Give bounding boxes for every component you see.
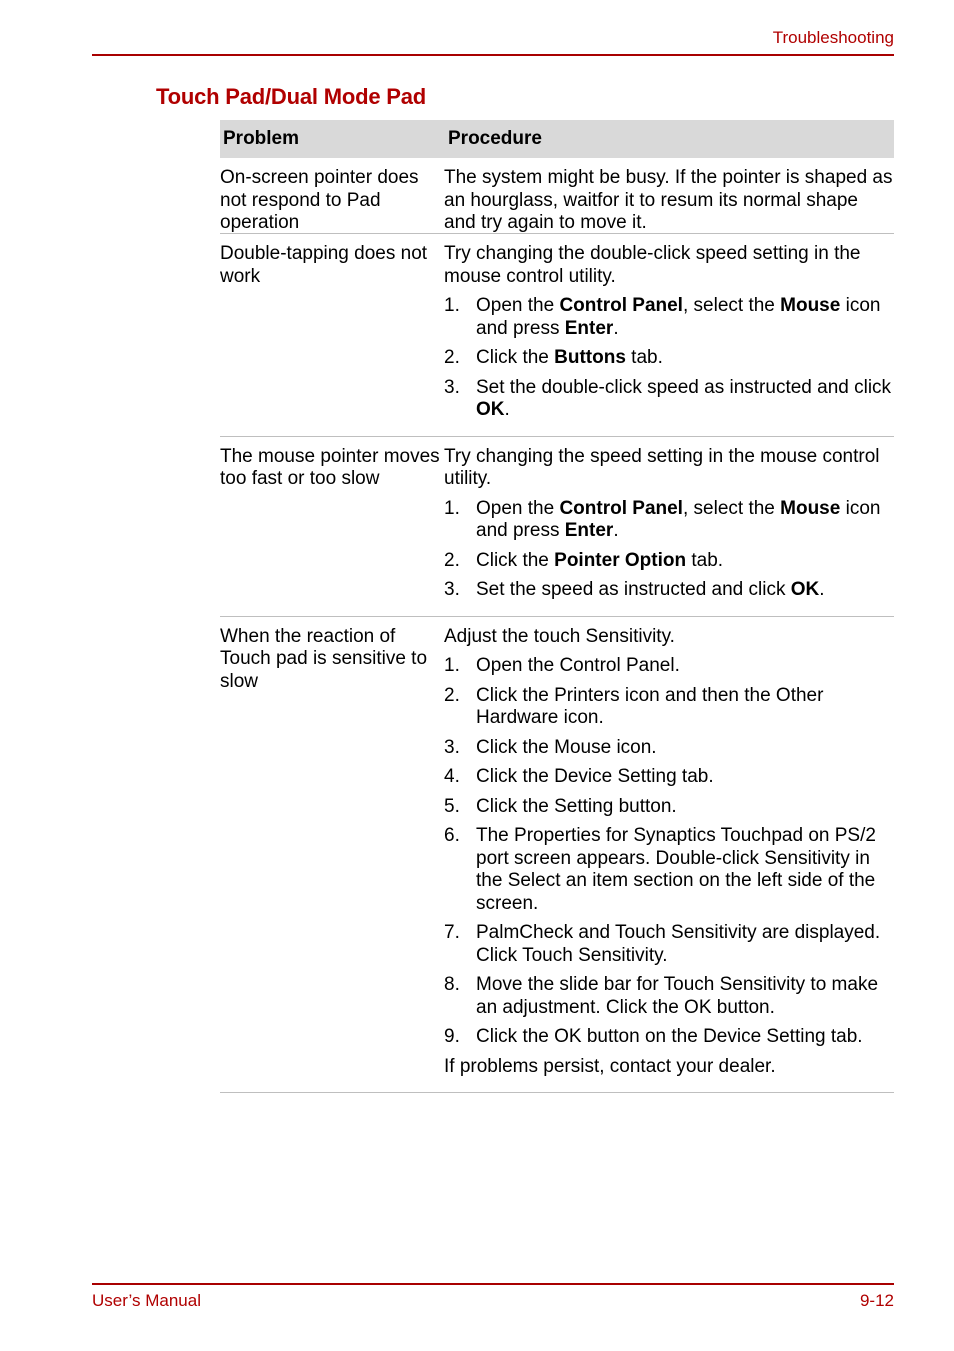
problem-cell: When the reaction of Touch pad is sensitive to slow — [220, 625, 428, 692]
running-header: Troubleshooting — [772, 28, 894, 47]
list-item: 2. Click the Pointer Option tab. — [444, 549, 724, 571]
procedure-text: Try changing the speed setting in the mouse control utility. — [444, 445, 880, 489]
procedure-cell — [444, 234, 894, 436]
procedure-text: Adjust the touch Sensitivity. — [444, 625, 675, 647]
procedure-cell — [444, 437, 894, 616]
problem-cell: Double-tapping does not work — [220, 243, 428, 287]
list-item: 2. Click the Printers icon and then the Other Hardware icon. — [444, 684, 824, 728]
list-item: 1. Open the Control Panel, select the Mouse icon and press Enter. — [444, 497, 881, 541]
header-rule — [92, 54, 894, 56]
table-row — [220, 158, 894, 234]
list-item: 2. Click the Buttons tab. — [444, 347, 663, 368]
procedure-note: If problems persist, contact your dealer. — [444, 1055, 776, 1077]
footer-manual-label: User’s Manual — [92, 1291, 201, 1310]
troubleshooting-table — [220, 120, 894, 1093]
list-item: 6. The Properties for Synaptics Touchpad on PS/2 port screen appears. Double-click Sensitivity in the Select an item section on the left side of the screen. — [444, 825, 876, 914]
list-item: 3. Set the speed as instructed and click OK. — [444, 579, 825, 600]
table-row — [220, 617, 894, 1094]
list-item: 4. Click the Device Setting tab. — [444, 766, 714, 787]
problem-cell: The mouse pointer moves too fast or too slow — [220, 445, 440, 489]
column-header-problem: Problem — [223, 128, 300, 149]
footer-rule — [92, 1283, 894, 1285]
list-item: 3. Click the Mouse icon. — [444, 736, 657, 758]
list-item: 9. Click the OK button on the Device Setting tab. — [444, 1026, 863, 1047]
procedure-text: Try changing the double-click speed setting in the mouse control utility. — [444, 243, 861, 287]
procedure-text: The system might be busy. If the pointer is shaped as an hourglass, waitfor it to resum its normal shape and try again to move it. — [444, 167, 893, 233]
table-row — [220, 234, 894, 437]
list-item: 8. Move the slide bar for Touch Sensitivity to make an adjustment. Click the OK button. — [444, 974, 879, 1018]
procedure-cell — [444, 158, 894, 233]
list-item: 1. Open the Control Panel. — [444, 655, 680, 676]
problem-cell: On-screen pointer does not respond to Pad operation — [220, 167, 419, 233]
list-item: 3. Set the double-click speed as instructed and click OK. — [444, 376, 892, 420]
page-number: 9-12 — [859, 1291, 894, 1310]
column-header-procedure: Procedure — [448, 128, 542, 149]
table-header — [220, 120, 894, 158]
section-title: Touch Pad/Dual Mode Pad — [156, 84, 427, 109]
list-item: 7. PalmCheck and Touch Sensitivity are displayed. Click Touch Sensitivity. — [444, 922, 881, 966]
list-item: 5. Click the Setting button. — [444, 795, 677, 817]
procedure-cell — [444, 617, 894, 1093]
list-item: 1. Open the Control Panel, select the Mouse icon and press Enter. — [444, 295, 881, 339]
table-row — [220, 437, 894, 617]
